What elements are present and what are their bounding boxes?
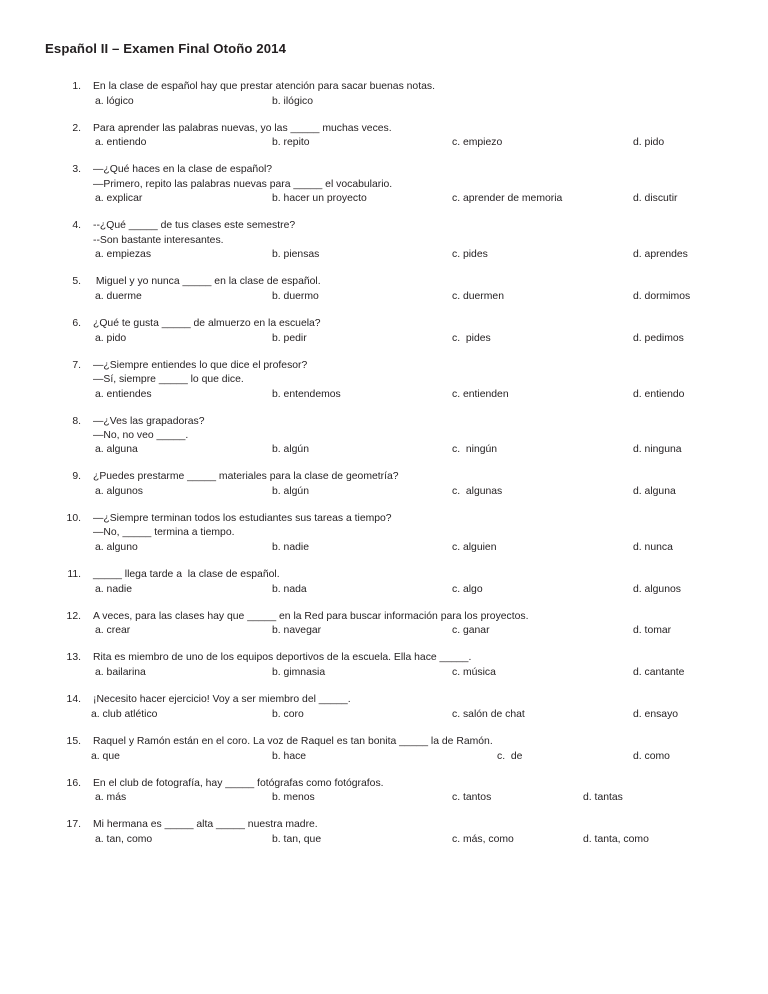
question-text: —¿Ves las grapadoras? [93, 415, 205, 427]
answer-option[interactable]: a. pido [95, 332, 127, 344]
question-stem-line [0, 373, 768, 387]
question-text: —Primero, repito las palabras nuevas para _____ el vocabulario. [93, 178, 393, 190]
answer-option[interactable]: c. más, como [452, 833, 514, 845]
question-text: —Sí, siempre _____ lo que dice. [93, 373, 244, 385]
question-stem-line [0, 80, 768, 94]
question-stem-line [0, 526, 768, 540]
question-item [0, 80, 768, 109]
answer-option[interactable]: a. club atlético [91, 708, 158, 720]
question-stem-line [0, 415, 768, 429]
answer-option[interactable]: b. pedir [272, 332, 307, 344]
question-item [0, 693, 768, 722]
answer-option[interactable]: d. pido [633, 137, 665, 149]
question-stem-line [0, 178, 768, 192]
question-text: —No, no veo _____. [93, 429, 189, 441]
question-text: Rita es miembro de uno de los equipos deportivos de la escuela. Ella hace _____. [93, 652, 472, 664]
question-text: Para aprender las palabras nuevas, yo las _____ muchas veces. [93, 122, 392, 134]
question-stem-line [0, 359, 768, 373]
answer-options [0, 791, 768, 806]
answer-options [0, 708, 768, 723]
question-text: --¿Qué _____ de tus clases este semestre? [93, 220, 296, 232]
answer-option[interactable]: c. entienden [452, 388, 509, 400]
question-stem-line [0, 777, 768, 791]
answer-option[interactable]: b. duermo [272, 290, 319, 302]
question-item [0, 610, 768, 639]
question-stem-line [0, 818, 768, 832]
question-text: _____ llega tarde a la clase de español. [93, 569, 280, 581]
question-item [0, 818, 768, 847]
answer-options [0, 95, 768, 110]
question-number: 1. [72, 81, 81, 92]
question-text: —¿Siempre terminan todos los estudiantes sus tareas a tiempo? [93, 513, 392, 525]
answer-option[interactable]: b. nada [272, 583, 307, 595]
question-item [0, 415, 768, 458]
question-stem-line [0, 651, 768, 665]
answer-options [0, 666, 768, 681]
question-number: 6. [72, 317, 81, 329]
question-list [0, 80, 768, 860]
answer-option[interactable]: a. más [95, 792, 127, 804]
question-text: ¿Puedes prestarme _____ materiales para la clase de geometría? [93, 471, 399, 483]
question-number: 7. [72, 359, 81, 371]
question-text: —¿Qué haces en la clase de español? [93, 164, 273, 176]
question-item [0, 359, 768, 402]
question-stem-line [0, 610, 768, 624]
question-stem-line [0, 163, 768, 177]
answer-option[interactable]: d. pedimos [633, 332, 684, 344]
question-item [0, 651, 768, 680]
question-stem-line [0, 470, 768, 484]
answer-options [0, 541, 768, 556]
question-number: 15. [66, 735, 81, 747]
question-number: 5. [72, 276, 81, 288]
answer-option[interactable]: a. alguno [95, 542, 138, 554]
question-stem-line [0, 693, 768, 707]
answer-option[interactable]: d. dormimos [633, 290, 691, 302]
answer-option[interactable]: c. aprender de memoria [452, 193, 563, 205]
answer-option[interactable]: b. tan, que [272, 833, 322, 845]
answer-option[interactable]: a. bailarina [95, 667, 146, 679]
question-number: 10. [66, 513, 81, 525]
answer-options [0, 332, 768, 347]
answer-options [0, 485, 768, 500]
answer-option[interactable]: a. crear [95, 625, 131, 637]
question-stem-line [0, 735, 768, 749]
answer-options [0, 443, 768, 458]
answer-option[interactable]: a. alguna [95, 444, 138, 456]
question-stem-line [0, 568, 768, 582]
answer-option[interactable]: b. navegar [272, 625, 322, 637]
answer-options [0, 750, 768, 765]
answer-option[interactable]: d. como [633, 750, 670, 762]
answer-option[interactable]: d. alguna [633, 486, 676, 498]
question-item [0, 777, 768, 806]
answer-option[interactable]: c. ningún [452, 444, 498, 456]
answer-option[interactable]: c. algo [452, 583, 483, 595]
answer-option[interactable]: b. gimnasia [272, 667, 326, 679]
answer-option[interactable]: c. de [497, 750, 523, 762]
question-item [0, 275, 768, 304]
answer-options [0, 248, 768, 263]
answer-option[interactable]: c. ganar [452, 625, 490, 637]
question-stem-line [0, 122, 768, 136]
answer-option[interactable]: c. salón de chat [452, 708, 525, 720]
answer-option[interactable]: d. tantas [583, 792, 623, 804]
question-stem-line [0, 429, 768, 443]
answer-option[interactable]: b. entendemos [272, 388, 341, 400]
question-text: ¿Qué te gusta _____ de almuerzo en la escuela? [93, 317, 321, 329]
question-text: --Son bastante interesantes. [93, 234, 224, 246]
answer-option[interactable]: d. entiendo [633, 388, 685, 400]
answer-options [0, 583, 768, 598]
answer-options [0, 290, 768, 305]
answer-options [0, 833, 768, 848]
answer-option[interactable]: c. algunas [452, 486, 503, 498]
answer-option[interactable]: c. música [452, 667, 496, 679]
answer-option[interactable]: d. cantante [633, 667, 685, 679]
question-number: 14. [66, 694, 81, 706]
answer-option[interactable]: b. repito [272, 137, 310, 149]
question-item [0, 163, 768, 206]
question-text: ¡Necesito hacer ejercicio! Voy a ser miembro del _____. [93, 694, 351, 706]
answer-options [0, 136, 768, 151]
answer-option[interactable]: b. hace [272, 750, 307, 762]
question-text: —¿Siempre entiendes lo que dice el profesor? [93, 359, 308, 371]
question-text: Miguel y yo nunca _____ en la clase de español. [93, 276, 321, 288]
question-item [0, 219, 768, 262]
answer-option[interactable]: a. nadie [95, 583, 132, 595]
answer-option[interactable]: b. piensas [272, 249, 320, 261]
answer-option[interactable]: d. ensayo [633, 708, 679, 720]
answer-option[interactable]: d. ninguna [633, 444, 682, 456]
answer-option[interactable]: c. duermen [452, 290, 504, 302]
answer-option[interactable]: c. pides [452, 249, 488, 261]
question-number: 3. [72, 164, 81, 176]
answer-option[interactable]: b. menos [272, 792, 315, 804]
answer-option[interactable]: a. tan, como [95, 833, 153, 845]
answer-option[interactable]: a. algunos [95, 486, 143, 498]
question-stem-line [0, 512, 768, 526]
question-number: 13. [66, 652, 81, 664]
question-text: A veces, para las clases hay que _____ en la Red para buscar información para los proyectos. [93, 610, 529, 622]
answer-options [0, 388, 768, 403]
answer-option[interactable]: d. discutir [633, 193, 678, 205]
question-number: 2. [72, 122, 81, 134]
question-number: 8. [72, 415, 81, 427]
question-item [0, 122, 768, 151]
answer-option[interactable]: b. algún [272, 486, 309, 498]
answer-option[interactable]: b. ilógico [272, 95, 314, 107]
question-item [0, 568, 768, 597]
question-text: —No, _____ termina a tiempo. [93, 527, 235, 539]
answer-option[interactable]: d. tomar [633, 625, 672, 637]
answer-option[interactable]: b. coro [272, 708, 304, 720]
answer-option[interactable]: b. algún [272, 444, 309, 456]
question-text: En la clase de español hay que prestar atención para sacar buenas notas. [93, 81, 435, 92]
answer-option[interactable]: a. duerme [95, 290, 142, 302]
answer-option[interactable]: c. pides [452, 332, 491, 344]
answer-option[interactable]: d. tanta, como [583, 833, 649, 845]
question-number: 9. [72, 471, 81, 483]
question-number: 4. [72, 220, 81, 232]
question-stem-line [0, 234, 768, 248]
answer-option[interactable]: c. tantos [452, 792, 492, 804]
answer-option[interactable]: a. explicar [95, 193, 143, 205]
answer-option[interactable]: d. aprendes [633, 249, 688, 261]
question-number: 17. [66, 819, 81, 831]
answer-option[interactable]: b. nadie [272, 542, 309, 554]
answer-option[interactable]: a. lógico [95, 95, 134, 107]
answer-options [0, 624, 768, 639]
answer-options [0, 192, 768, 207]
answer-option[interactable]: a. empiezas [95, 249, 152, 261]
question-stem-line [0, 275, 768, 289]
question-number: 11. [67, 569, 81, 581]
question-text: Mi hermana es _____ alta _____ nuestra madre. [93, 819, 318, 831]
answer-option[interactable]: d. algunos [633, 583, 681, 595]
question-item [0, 470, 768, 499]
answer-option[interactable]: b. hacer un proyecto [272, 193, 367, 205]
page-title: Español II – Examen Final Otoño 2014 [45, 41, 287, 56]
question-number: 16. [66, 777, 81, 789]
answer-option[interactable]: c. alguien [452, 542, 497, 554]
question-item [0, 317, 768, 346]
answer-option[interactable]: a. que [91, 750, 120, 762]
question-item [0, 735, 768, 764]
question-text: Raquel y Ramón están en el coro. La voz de Raquel es tan bonita _____ la de Ramón. [93, 735, 493, 747]
answer-option[interactable]: a. entiendes [95, 388, 152, 400]
question-text: En el club de fotografía, hay _____ fotógrafas como fotógrafos. [93, 777, 384, 789]
question-item [0, 512, 768, 555]
answer-option[interactable]: a. entiendo [95, 137, 147, 149]
answer-option[interactable]: d. nunca [633, 542, 673, 554]
question-stem-line [0, 317, 768, 331]
question-number: 12. [66, 610, 81, 622]
question-stem-line [0, 219, 768, 233]
answer-option[interactable]: c. empiezo [452, 137, 503, 149]
